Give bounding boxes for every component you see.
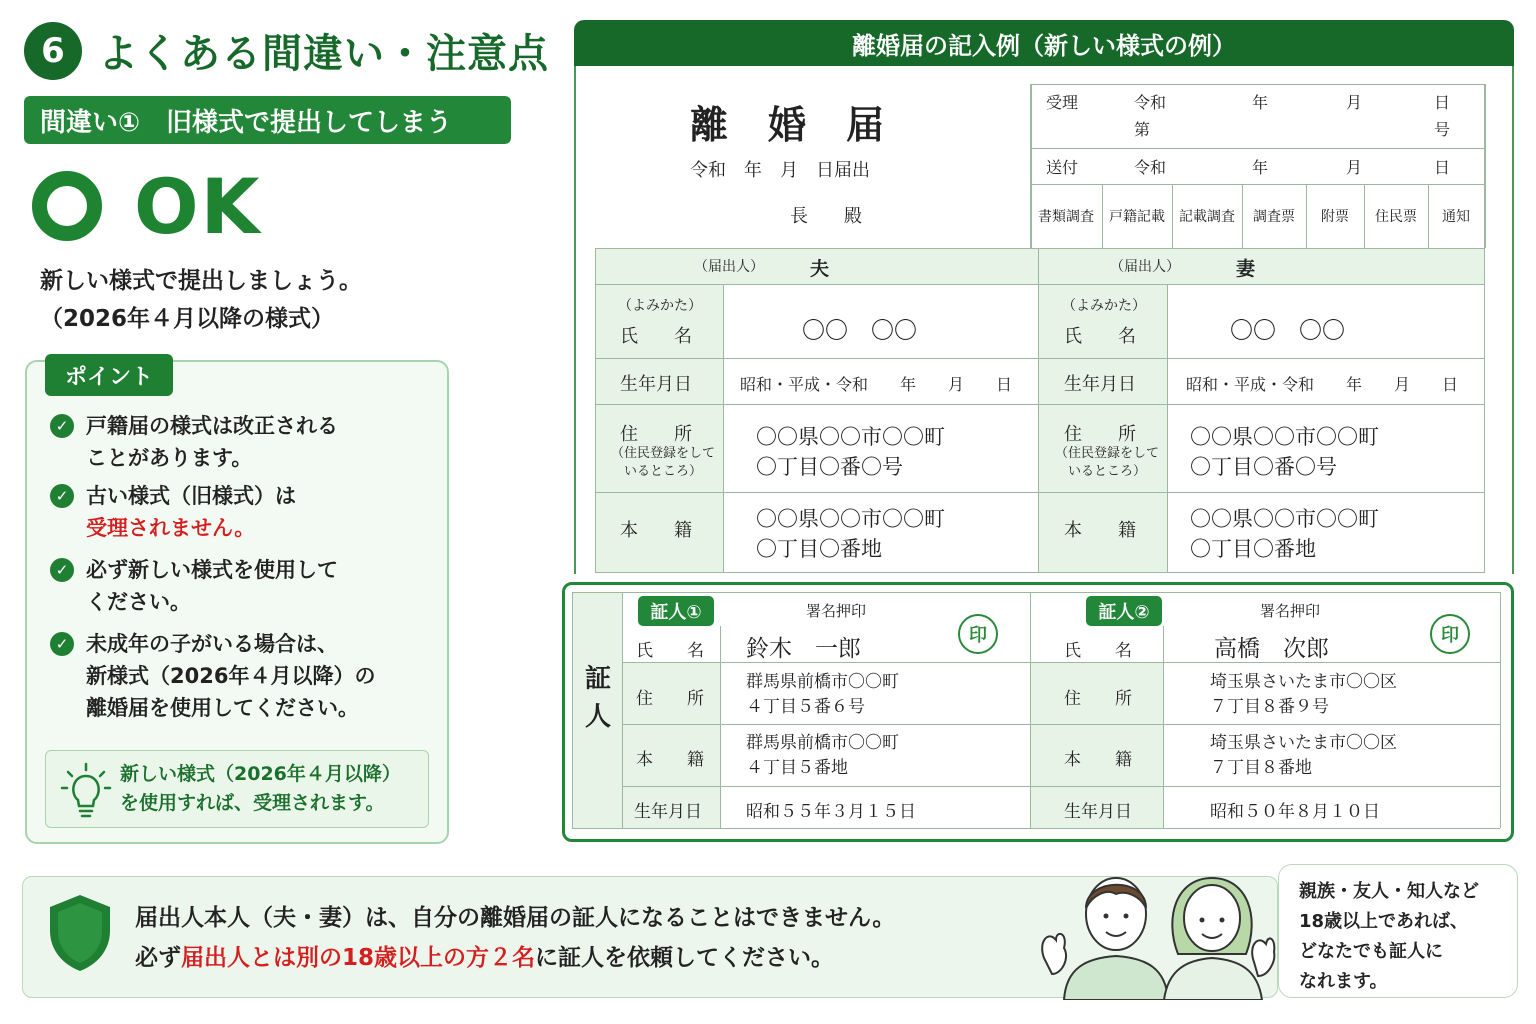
wife-birth-value: 昭和・平成・令和 年 月 日 [1186, 375, 1459, 394]
wife-name-value: 〇〇 〇〇 [1230, 318, 1345, 344]
receipt-no-label: 第 [1134, 120, 1151, 139]
ok-circle-icon [32, 171, 102, 241]
name-label: 氏 名 [1064, 326, 1136, 347]
witness1-address-value: 群馬県前橋市〇〇町 ４丁目５番６号 [746, 672, 899, 717]
office-col: 通知 [1442, 209, 1470, 225]
speech-line4: なれます。 [1299, 971, 1388, 992]
point-item-1-line1: 戸籍届の様式は改正される [86, 414, 338, 438]
form-date-line: 令和 年 月 日届出 [690, 160, 870, 181]
check-icon: ✓ [50, 414, 74, 438]
address-note: （住民登録をしているところ） [610, 446, 715, 479]
witness1-name-label: 氏 名 [636, 641, 704, 661]
name-label: 氏 名 [620, 326, 692, 347]
form-addressee: 長 殿 [790, 206, 862, 227]
filer-label-wife: （届出人） [1110, 259, 1180, 275]
honseki-label: 本 籍 [1064, 520, 1136, 541]
address-note: （住民登録をしているところ） [1054, 446, 1159, 479]
receipt-month: 月 [1346, 93, 1363, 112]
office-col: 記載調査 [1179, 209, 1235, 225]
office-col: 戸籍記載 [1109, 209, 1165, 225]
husband-address-value: 〇〇県〇〇市〇〇町 〇丁目〇番〇号 [756, 425, 945, 479]
check-icon: ✓ [50, 558, 74, 582]
check-icon: ✓ [50, 632, 74, 656]
office-col: 調査票 [1253, 209, 1295, 225]
address-label: 住 所 [620, 424, 692, 445]
witness2-address-value: 埼玉県さいたま市〇〇区 ７丁目８番９号 [1210, 672, 1397, 717]
section-number: 6 [24, 22, 82, 80]
warning-line1: 届出人本人（夫・妻）は、自分の離婚届の証人になることはできません。 [135, 905, 896, 931]
ok-label: OK [134, 161, 262, 251]
tip-line2: を使用すれば、受理されます。 [120, 792, 385, 814]
witness2-sign-label: 署名押印 [1260, 602, 1321, 620]
point-item-3-line2: ください。 [86, 590, 191, 614]
form-header: 離婚届の記入例（新しい様式の例） [574, 20, 1514, 66]
receipt-no-suffix: 号 [1434, 120, 1451, 139]
wife-header: 妻 [1236, 258, 1256, 280]
point-item-1 [50, 410, 430, 474]
witness2-name-value: 高橋 次郎 [1214, 636, 1329, 662]
form-title: 離婚届 [690, 103, 925, 147]
reading-label: （よみかた） [618, 298, 702, 314]
wife-honseki-value: 〇〇県〇〇市〇〇町 〇丁目〇番地 [1190, 507, 1379, 561]
shield-icon [46, 893, 114, 973]
speech-bubble [1278, 864, 1518, 998]
point-item-1-line2: ことがあります。 [86, 446, 253, 470]
witness1-tag: 証人① [638, 596, 714, 626]
seal-icon: 印 [1430, 614, 1470, 654]
point-item-3-line1: 必ず新しい様式を使用して [86, 558, 338, 582]
birth-label: 生年月日 [1064, 374, 1136, 395]
point-item-2 [50, 480, 430, 544]
speech-line3: どなたでも証人に [1299, 941, 1443, 962]
witness2-address-label: 住 所 [1064, 689, 1132, 709]
reading-label: （よみかた） [1062, 298, 1146, 314]
warning-line2: 必ず届出人とは別の18歳以上の方２名に証人を依頼してください。 [135, 945, 835, 971]
husband-name-value: 〇〇 〇〇 [802, 318, 917, 344]
speech-line1: 親族・友人・知人など [1299, 881, 1479, 902]
witness1-honseki-label: 本 籍 [636, 750, 704, 770]
point-item-2-emphasis: 受理されません。 [86, 516, 256, 540]
witness-side-label: 証人 [584, 664, 611, 732]
send-label: 送付 [1046, 158, 1079, 177]
witness2-honseki-label: 本 籍 [1064, 750, 1132, 770]
husband-birth-value: 昭和・平成・令和 年 月 日 [740, 375, 1013, 394]
address-label: 住 所 [1064, 424, 1136, 445]
witness2-honseki-value: 埼玉県さいたま市〇〇区 ７丁目８番地 [1210, 733, 1397, 778]
point-item-2-line1: 古い様式（旧様式）は [86, 484, 296, 508]
receipt-era: 令和 [1134, 93, 1167, 112]
ok-mark [32, 161, 262, 251]
honseki-label: 本 籍 [620, 520, 692, 541]
warning-emphasis: 届出人とは別の18歳以上の方２名 [181, 945, 536, 971]
husband-header: 夫 [810, 258, 830, 280]
point-tag: ポイント [45, 354, 173, 396]
ok-desc-line2: （2026年４月以降の様式） [40, 306, 335, 332]
send-day: 日 [1434, 158, 1451, 177]
witness1-address-label: 住 所 [636, 689, 704, 709]
speech-line2: 18歳以上であれば、 [1299, 911, 1469, 932]
birth-label: 生年月日 [620, 374, 692, 395]
husband-honseki-value: 〇〇県〇〇市〇〇町 〇丁目〇番地 [756, 507, 945, 561]
wife-address-value: 〇〇県〇〇市〇〇町 〇丁目〇番〇号 [1190, 425, 1379, 479]
filer-label-husband: （届出人） [694, 259, 764, 275]
page-title: よくある間違い・注意点 [98, 31, 549, 77]
point-item-4-line3: 離婚届を使用してください。 [86, 696, 359, 720]
point-item-4-line2: 新様式（2026年４月以降）の [86, 664, 376, 688]
point-item-4-line1: 未成年の子がいる場合は、 [86, 632, 338, 656]
people-ok-illustration [1036, 858, 1276, 1000]
ok-description [40, 262, 362, 338]
mistake-banner: 間違い① 旧様式で提出してしまう [24, 96, 511, 144]
point-item-4 [50, 628, 430, 724]
check-icon: ✓ [50, 484, 74, 508]
receipt-year: 年 [1252, 93, 1269, 112]
point-item-3 [50, 554, 430, 618]
receipt-label: 受理 [1046, 93, 1079, 112]
lightbulb-icon [60, 760, 112, 820]
tip-line1: 新しい様式（2026年４月以降） [120, 763, 401, 785]
seal-icon: 印 [958, 614, 998, 654]
witness2-tag: 証人② [1086, 596, 1162, 626]
witness1-sign-label: 署名押印 [806, 602, 867, 620]
warning-text [135, 898, 895, 978]
office-col: 書類調査 [1038, 209, 1094, 225]
office-col: 附票 [1321, 209, 1349, 225]
tip-text [120, 760, 401, 818]
send-month: 月 [1346, 158, 1363, 177]
receipt-day: 日 [1434, 93, 1451, 112]
witness1-birth-label: 生年月日 [634, 802, 702, 822]
send-era: 令和 [1134, 158, 1167, 177]
send-year: 年 [1252, 158, 1269, 177]
witness1-birth-value: 昭和５５年３月１５日 [746, 802, 916, 822]
witness2-name-label: 氏 名 [1064, 641, 1132, 661]
ok-desc-line1: 新しい様式で提出しましょう。 [40, 268, 362, 294]
witness1-honseki-value: 群馬県前橋市〇〇町 ４丁目５番地 [746, 733, 899, 778]
witness2-birth-value: 昭和５０年８月１０日 [1210, 802, 1380, 822]
witness2-birth-label: 生年月日 [1064, 802, 1132, 822]
witness1-name-value: 鈴木 一郎 [746, 636, 861, 662]
office-col: 住民票 [1375, 209, 1417, 225]
